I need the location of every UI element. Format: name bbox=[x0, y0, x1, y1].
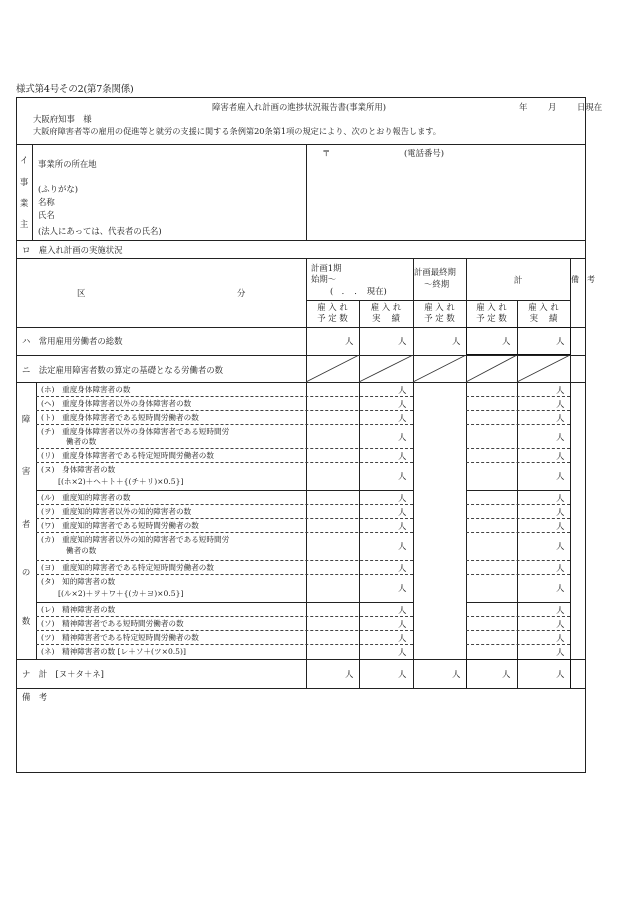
row-ha-unit[interactable]: 人 bbox=[345, 336, 354, 346]
item-unit[interactable]: 人 bbox=[398, 493, 407, 503]
row-ni-label: ニ 法定雇用障害者数の算定の基礎となる労働者の数 bbox=[22, 365, 223, 375]
divider bbox=[306, 144, 307, 240]
row-ha-unit[interactable]: 人 bbox=[452, 336, 461, 346]
item-label: (ネ) 精神障害者の数 [レ＋ソ＋(ツ×0.5)] bbox=[41, 647, 186, 656]
preamble: 大阪府障害者等の雇用の促進等と就労の支援に関する条例第20条第1項の規定により、次のとおり報告します。 bbox=[33, 126, 441, 136]
divider bbox=[16, 382, 586, 383]
divider bbox=[466, 462, 570, 463]
divider bbox=[36, 560, 413, 561]
divider bbox=[466, 518, 570, 519]
sub-planned-2: 予 定 数 bbox=[317, 313, 348, 323]
divider bbox=[36, 630, 413, 631]
disabled-side-label: 数 bbox=[21, 616, 31, 626]
item-unit[interactable]: 人 bbox=[556, 471, 565, 481]
sub-actual-2: 実 績 bbox=[372, 313, 400, 323]
employer-side-label: 主 bbox=[19, 219, 29, 229]
phone-label[interactable]: (電話番号) bbox=[404, 148, 445, 158]
row-ha-unit[interactable]: 人 bbox=[556, 336, 565, 346]
item-label: (ル) 重度知的障害者の数 bbox=[41, 493, 131, 502]
item-unit[interactable]: 人 bbox=[398, 451, 407, 461]
postal-mark[interactable]: 〒 bbox=[322, 148, 331, 158]
divider bbox=[466, 424, 570, 425]
item-label: (リ) 重度身体障害者である特定短時間労働者の数 bbox=[41, 451, 214, 460]
divider bbox=[36, 616, 413, 617]
remarks-label: 備 考 bbox=[22, 692, 48, 702]
divider bbox=[466, 616, 570, 617]
item-label: (ワ) 重度知的障害者である短時間労働者の数 bbox=[41, 521, 199, 530]
col-category-1: 区 bbox=[77, 288, 86, 298]
remarks-area[interactable] bbox=[17, 704, 584, 770]
divider bbox=[16, 688, 586, 689]
item-label: 働者の数 bbox=[66, 546, 97, 555]
col-period1-b: 始期～ bbox=[311, 274, 337, 284]
row-na-unit[interactable]: 人 bbox=[345, 669, 354, 679]
divider bbox=[36, 424, 413, 425]
item-label: [(ホ×2)＋ヘ＋ト＋{(チ＋リ)×0.5}] bbox=[58, 477, 184, 486]
total-box bbox=[466, 659, 571, 689]
sub-planned-1: 雇 入 れ bbox=[476, 302, 507, 312]
divider bbox=[570, 258, 571, 688]
item-label: (ヲ) 重度知的障害者以外の知的障害者の数 bbox=[41, 507, 192, 516]
item-label: 働者の数 bbox=[66, 437, 97, 446]
item-unit[interactable]: 人 bbox=[556, 583, 565, 593]
item-unit[interactable]: 人 bbox=[398, 633, 407, 643]
row-ha-label: ハ 常用雇用労働者の総数 bbox=[22, 336, 123, 346]
item-label: (ト) 重度身体障害者である短時間労働者の数 bbox=[41, 413, 199, 422]
date-year[interactable]: 年 bbox=[519, 102, 528, 112]
divider bbox=[16, 144, 586, 145]
employer-side-label: イ bbox=[19, 155, 29, 165]
item-unit[interactable]: 人 bbox=[556, 432, 565, 442]
item-unit[interactable]: 人 bbox=[398, 563, 407, 573]
disabled-side-label: の bbox=[21, 567, 31, 577]
furigana-label: (ふりがな) bbox=[38, 184, 79, 194]
item-unit[interactable]: 人 bbox=[556, 619, 565, 629]
item-unit[interactable]: 人 bbox=[556, 633, 565, 643]
item-unit[interactable]: 人 bbox=[398, 521, 407, 531]
employer-side-label: 事 bbox=[19, 177, 29, 187]
item-unit[interactable]: 人 bbox=[398, 605, 407, 615]
divider bbox=[16, 240, 586, 241]
item-unit[interactable]: 人 bbox=[556, 493, 565, 503]
form-number: 様式第4号その2(第7条関係) bbox=[16, 84, 134, 95]
item-unit[interactable]: 人 bbox=[556, 563, 565, 573]
col-final-a: 計画最終期 bbox=[414, 267, 456, 277]
row-ni-diagonals bbox=[306, 355, 570, 382]
row-na-unit[interactable]: 人 bbox=[398, 669, 407, 679]
disabled-side-label: 障 bbox=[21, 414, 31, 424]
row-na-label: ナ 計 [ヌ＋タ＋ネ] bbox=[22, 669, 104, 679]
row-na-unit[interactable]: 人 bbox=[452, 669, 461, 679]
item-unit[interactable]: 人 bbox=[398, 583, 407, 593]
divider bbox=[36, 532, 413, 533]
divider bbox=[36, 396, 413, 397]
item-label: [(ル×2)＋ヲ＋ワ＋{(カ＋ヨ)×0.5}] bbox=[58, 589, 184, 598]
divider bbox=[466, 396, 570, 397]
divider bbox=[36, 602, 413, 603]
item-unit[interactable]: 人 bbox=[556, 451, 565, 461]
divider bbox=[32, 144, 33, 240]
item-unit[interactable]: 人 bbox=[398, 385, 407, 395]
sub-planned-1: 雇 入 れ bbox=[317, 302, 348, 312]
col-final-b: ～終期 bbox=[424, 279, 450, 289]
divider bbox=[466, 448, 570, 449]
divider bbox=[466, 602, 570, 603]
item-unit[interactable]: 人 bbox=[556, 399, 565, 409]
divider bbox=[466, 560, 570, 561]
item-label: (チ) 重度身体障害者以外の身体障害者である短時間労 bbox=[41, 427, 230, 436]
row-ha-unit[interactable]: 人 bbox=[502, 336, 511, 346]
item-unit[interactable]: 人 bbox=[398, 541, 407, 551]
person-label: 氏名 bbox=[38, 210, 55, 220]
divider bbox=[36, 410, 413, 411]
divider bbox=[36, 574, 413, 575]
divider bbox=[36, 644, 413, 645]
sub-actual-1: 雇 入 れ bbox=[528, 302, 559, 312]
plan-section-label: ロ 雇入れ計画の実施状況 bbox=[22, 245, 123, 255]
item-unit[interactable]: 人 bbox=[556, 541, 565, 551]
employer-side-label: 業 bbox=[19, 198, 29, 208]
divider bbox=[36, 518, 413, 519]
disabled-side-label: 害 bbox=[21, 466, 31, 476]
sub-actual-2: 実 績 bbox=[529, 313, 558, 323]
item-unit[interactable]: 人 bbox=[398, 413, 407, 423]
item-unit[interactable]: 人 bbox=[556, 385, 565, 395]
sub-planned-1: 雇 入 れ bbox=[424, 302, 455, 312]
item-unit[interactable]: 人 bbox=[556, 605, 565, 615]
item-unit[interactable]: 人 bbox=[556, 521, 565, 531]
addressee: 大阪府知事 様 bbox=[33, 114, 92, 124]
representative-label: (法人にあっては、代表者の氏名) bbox=[38, 226, 162, 236]
item-label: (カ) 重度知的障害者以外の知的障害者である短時間労 bbox=[41, 535, 230, 544]
divider bbox=[36, 448, 413, 449]
divider bbox=[36, 504, 413, 505]
item-unit[interactable]: 人 bbox=[398, 507, 407, 517]
item-label: (レ) 精神障害者の数 bbox=[41, 605, 116, 614]
divider bbox=[16, 258, 586, 259]
divider bbox=[466, 532, 570, 533]
item-unit[interactable]: 人 bbox=[556, 647, 565, 657]
divider bbox=[36, 462, 413, 463]
item-label: (ヌ) 身体障害者の数 bbox=[41, 465, 116, 474]
divider bbox=[36, 490, 413, 491]
item-label: (ヘ) 重度身体障害者以外の身体障害者の数 bbox=[41, 399, 192, 408]
item-label: (ヨ) 重度知的障害者である特定短時間労働者の数 bbox=[41, 563, 214, 572]
divider bbox=[466, 504, 570, 505]
item-label: (ホ) 重度身体障害者の数 bbox=[41, 385, 131, 394]
col-category-2: 分 bbox=[237, 288, 246, 298]
location-label: 事業所の所在地 bbox=[38, 159, 97, 169]
row-na-unit[interactable]: 人 bbox=[502, 669, 511, 679]
disabled-side-label: 者 bbox=[21, 519, 31, 529]
divider bbox=[466, 490, 570, 491]
sub-planned-2: 予 定 数 bbox=[476, 313, 507, 323]
item-label: (タ) 知的障害者の数 bbox=[41, 577, 116, 586]
name-label: 名称 bbox=[38, 197, 55, 207]
row-ha-unit[interactable]: 人 bbox=[398, 336, 407, 346]
form-title: 障害者雇入れ計画の進捗状況報告書(事業所用) bbox=[212, 102, 387, 112]
item-unit[interactable]: 人 bbox=[398, 471, 407, 481]
divider bbox=[466, 644, 570, 645]
sub-planned-2: 予 定 数 bbox=[424, 313, 455, 323]
item-label: (ツ) 精神障害者である特定短時間労働者の数 bbox=[41, 633, 199, 642]
total-box bbox=[466, 327, 571, 355]
col-total: 計 bbox=[513, 275, 523, 285]
divider bbox=[466, 574, 570, 575]
sub-actual-1: 雇 入 れ bbox=[370, 302, 402, 312]
divider bbox=[466, 630, 570, 631]
item-unit[interactable]: 人 bbox=[398, 647, 407, 657]
row-na-unit[interactable]: 人 bbox=[556, 669, 565, 679]
item-unit[interactable]: 人 bbox=[556, 413, 565, 423]
item-unit[interactable]: 人 bbox=[398, 399, 407, 409]
col-period1-a: 計画1期 bbox=[311, 263, 342, 273]
divider bbox=[306, 300, 570, 301]
col-remarks: 備 考 bbox=[571, 275, 595, 284]
item-unit[interactable]: 人 bbox=[398, 432, 407, 442]
date-month[interactable]: 月 bbox=[548, 102, 557, 112]
divider bbox=[466, 410, 570, 411]
item-unit[interactable]: 人 bbox=[556, 507, 565, 517]
date-day-now[interactable]: 日現在 bbox=[577, 102, 603, 112]
item-unit[interactable]: 人 bbox=[398, 619, 407, 629]
col-period1-c: ( ． ． 現在) bbox=[330, 286, 387, 296]
item-label: (ソ) 精神障害者である短時間労働者の数 bbox=[41, 619, 184, 628]
